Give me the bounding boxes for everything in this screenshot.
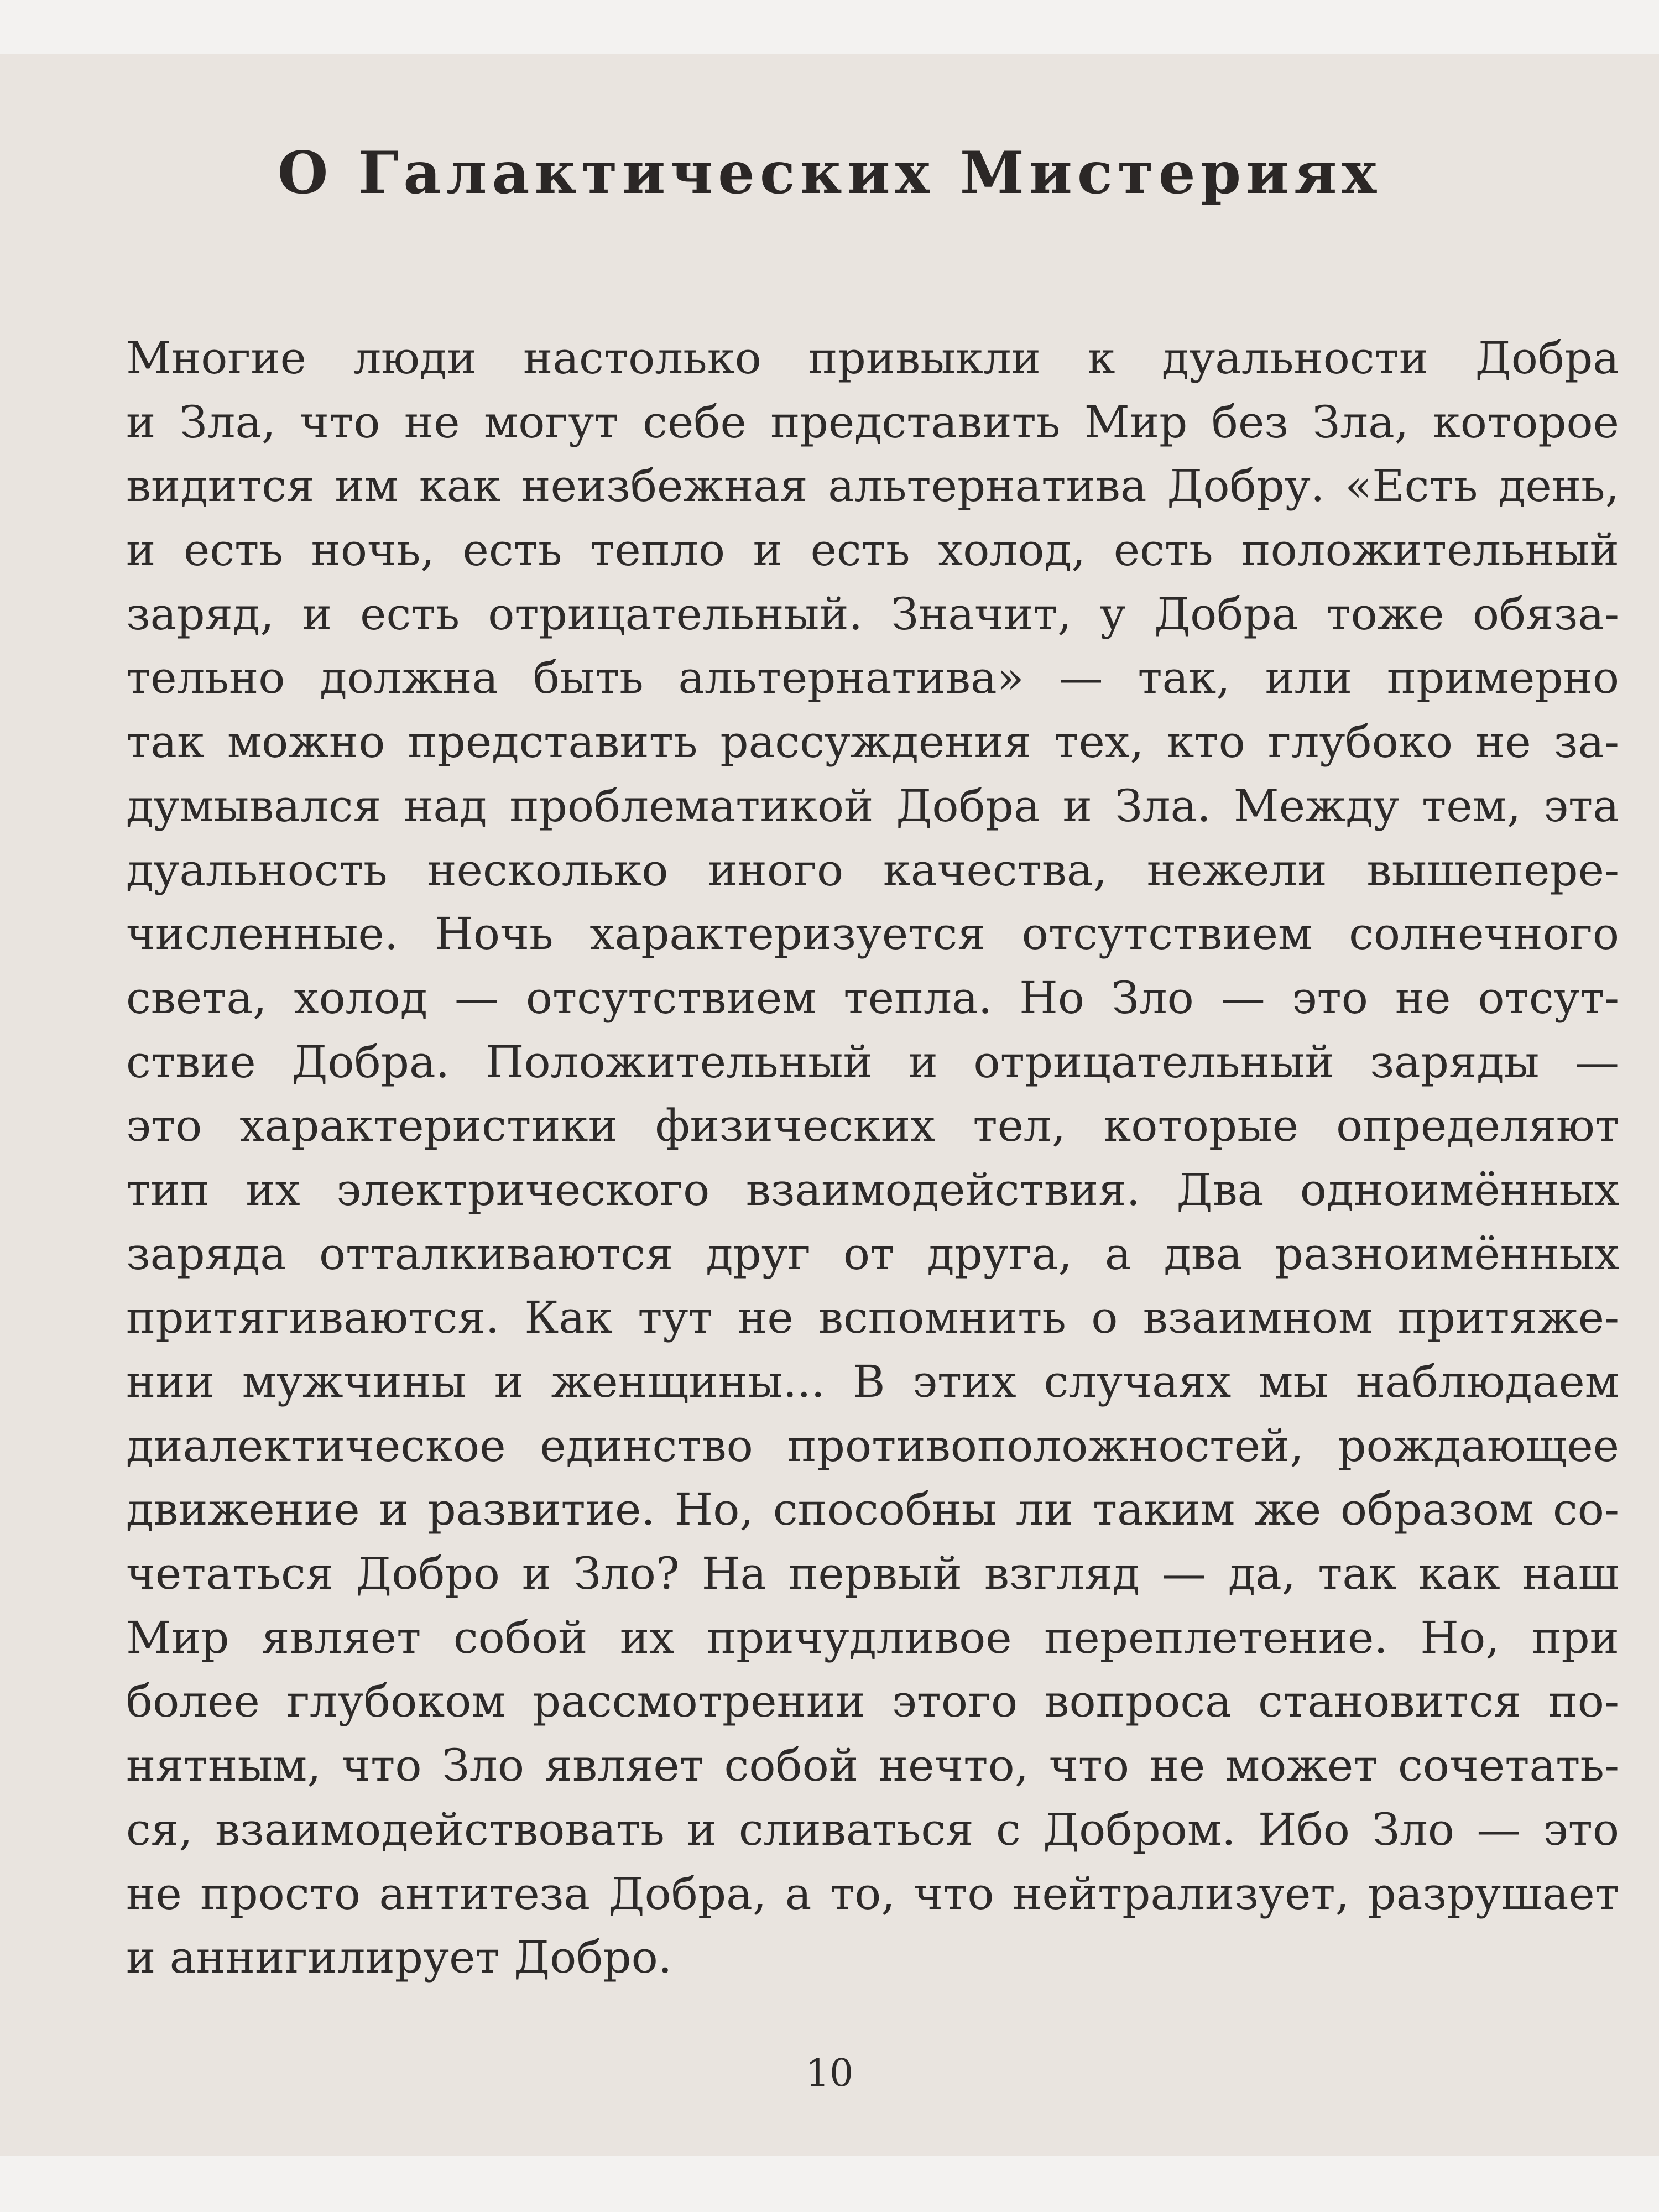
text-line: заряда отталкиваются друг от друга, а два разноимённых: [126, 1228, 1619, 1280]
text-line: не просто антитеза Добра, а то, что нейтрализует, разрушает: [126, 1867, 1619, 1919]
text-line: тельно должна быть альтернатива» — так, или примерно: [126, 652, 1619, 704]
text-line: четаться Добро и Зло? На первый взгляд — да, так как наш: [126, 1548, 1619, 1600]
text-line: это характеристики физических тел, которые определяют: [126, 1100, 1619, 1152]
text-line: думывался над проблематикой Добра и Зла. Между тем, эта: [126, 780, 1619, 832]
text-line: Многие люди настолько привыкли к дуальности Добра: [126, 332, 1619, 384]
body-text: [126, 326, 1619, 1990]
text-line: дуальность несколько иного качества, нежели вышепере-: [126, 844, 1619, 896]
text-line: диалектическое единство противоположностей, рождающее: [126, 1420, 1619, 1472]
text-line: заряд, и есть отрицательный. Значит, у Добра тоже обяза-: [126, 588, 1619, 640]
text-line: и есть ночь, есть тепло и есть холод, есть положительный: [126, 524, 1619, 576]
text-line: Мир являет собой их причудливое переплетение. Но, при: [126, 1611, 1619, 1663]
text-line: движение и развитие. Но, способны ли таким же образом со-: [126, 1484, 1619, 1536]
page-number: 10: [805, 2052, 854, 2095]
text-line: численные. Ночь характеризуется отсутствием солнечного: [126, 908, 1619, 960]
text-line: видится им как неизбежная альтернатива Добру. «Есть день,: [126, 460, 1619, 512]
text-line: нятным, что Зло являет собой нечто, что не может сочетать-: [126, 1740, 1619, 1792]
text-line: ся, взаимодействовать и сливаться с Добром. Ибо Зло — это: [126, 1803, 1619, 1855]
text-line: нии мужчины и женщины... В этих случаях мы наблюдаем: [126, 1356, 1619, 1407]
text-line: тип их электрического взаимодействия. Два одноимённых: [126, 1164, 1619, 1215]
text-line: света, холод — отсутствием тепла. Но Зло — это не отсут-: [126, 972, 1619, 1024]
text-line: более глубоком рассмотрении этого вопроса становится по-: [126, 1676, 1619, 1728]
text-line: притягиваются. Как тут не вспомнить о взаимном притяже-: [126, 1292, 1619, 1344]
text-line: ствие Добра. Положительный и отрицательный заряды —: [126, 1036, 1619, 1088]
text-line: и Зла, что не могут себе представить Мир без Зла, которое: [126, 396, 1619, 448]
page-title: О Галактических Мистериях: [277, 138, 1382, 207]
text-line: и аннигилирует Добро.: [126, 1932, 672, 1984]
text-line: так можно представить рассуждения тех, кто глубоко не за-: [126, 716, 1619, 768]
